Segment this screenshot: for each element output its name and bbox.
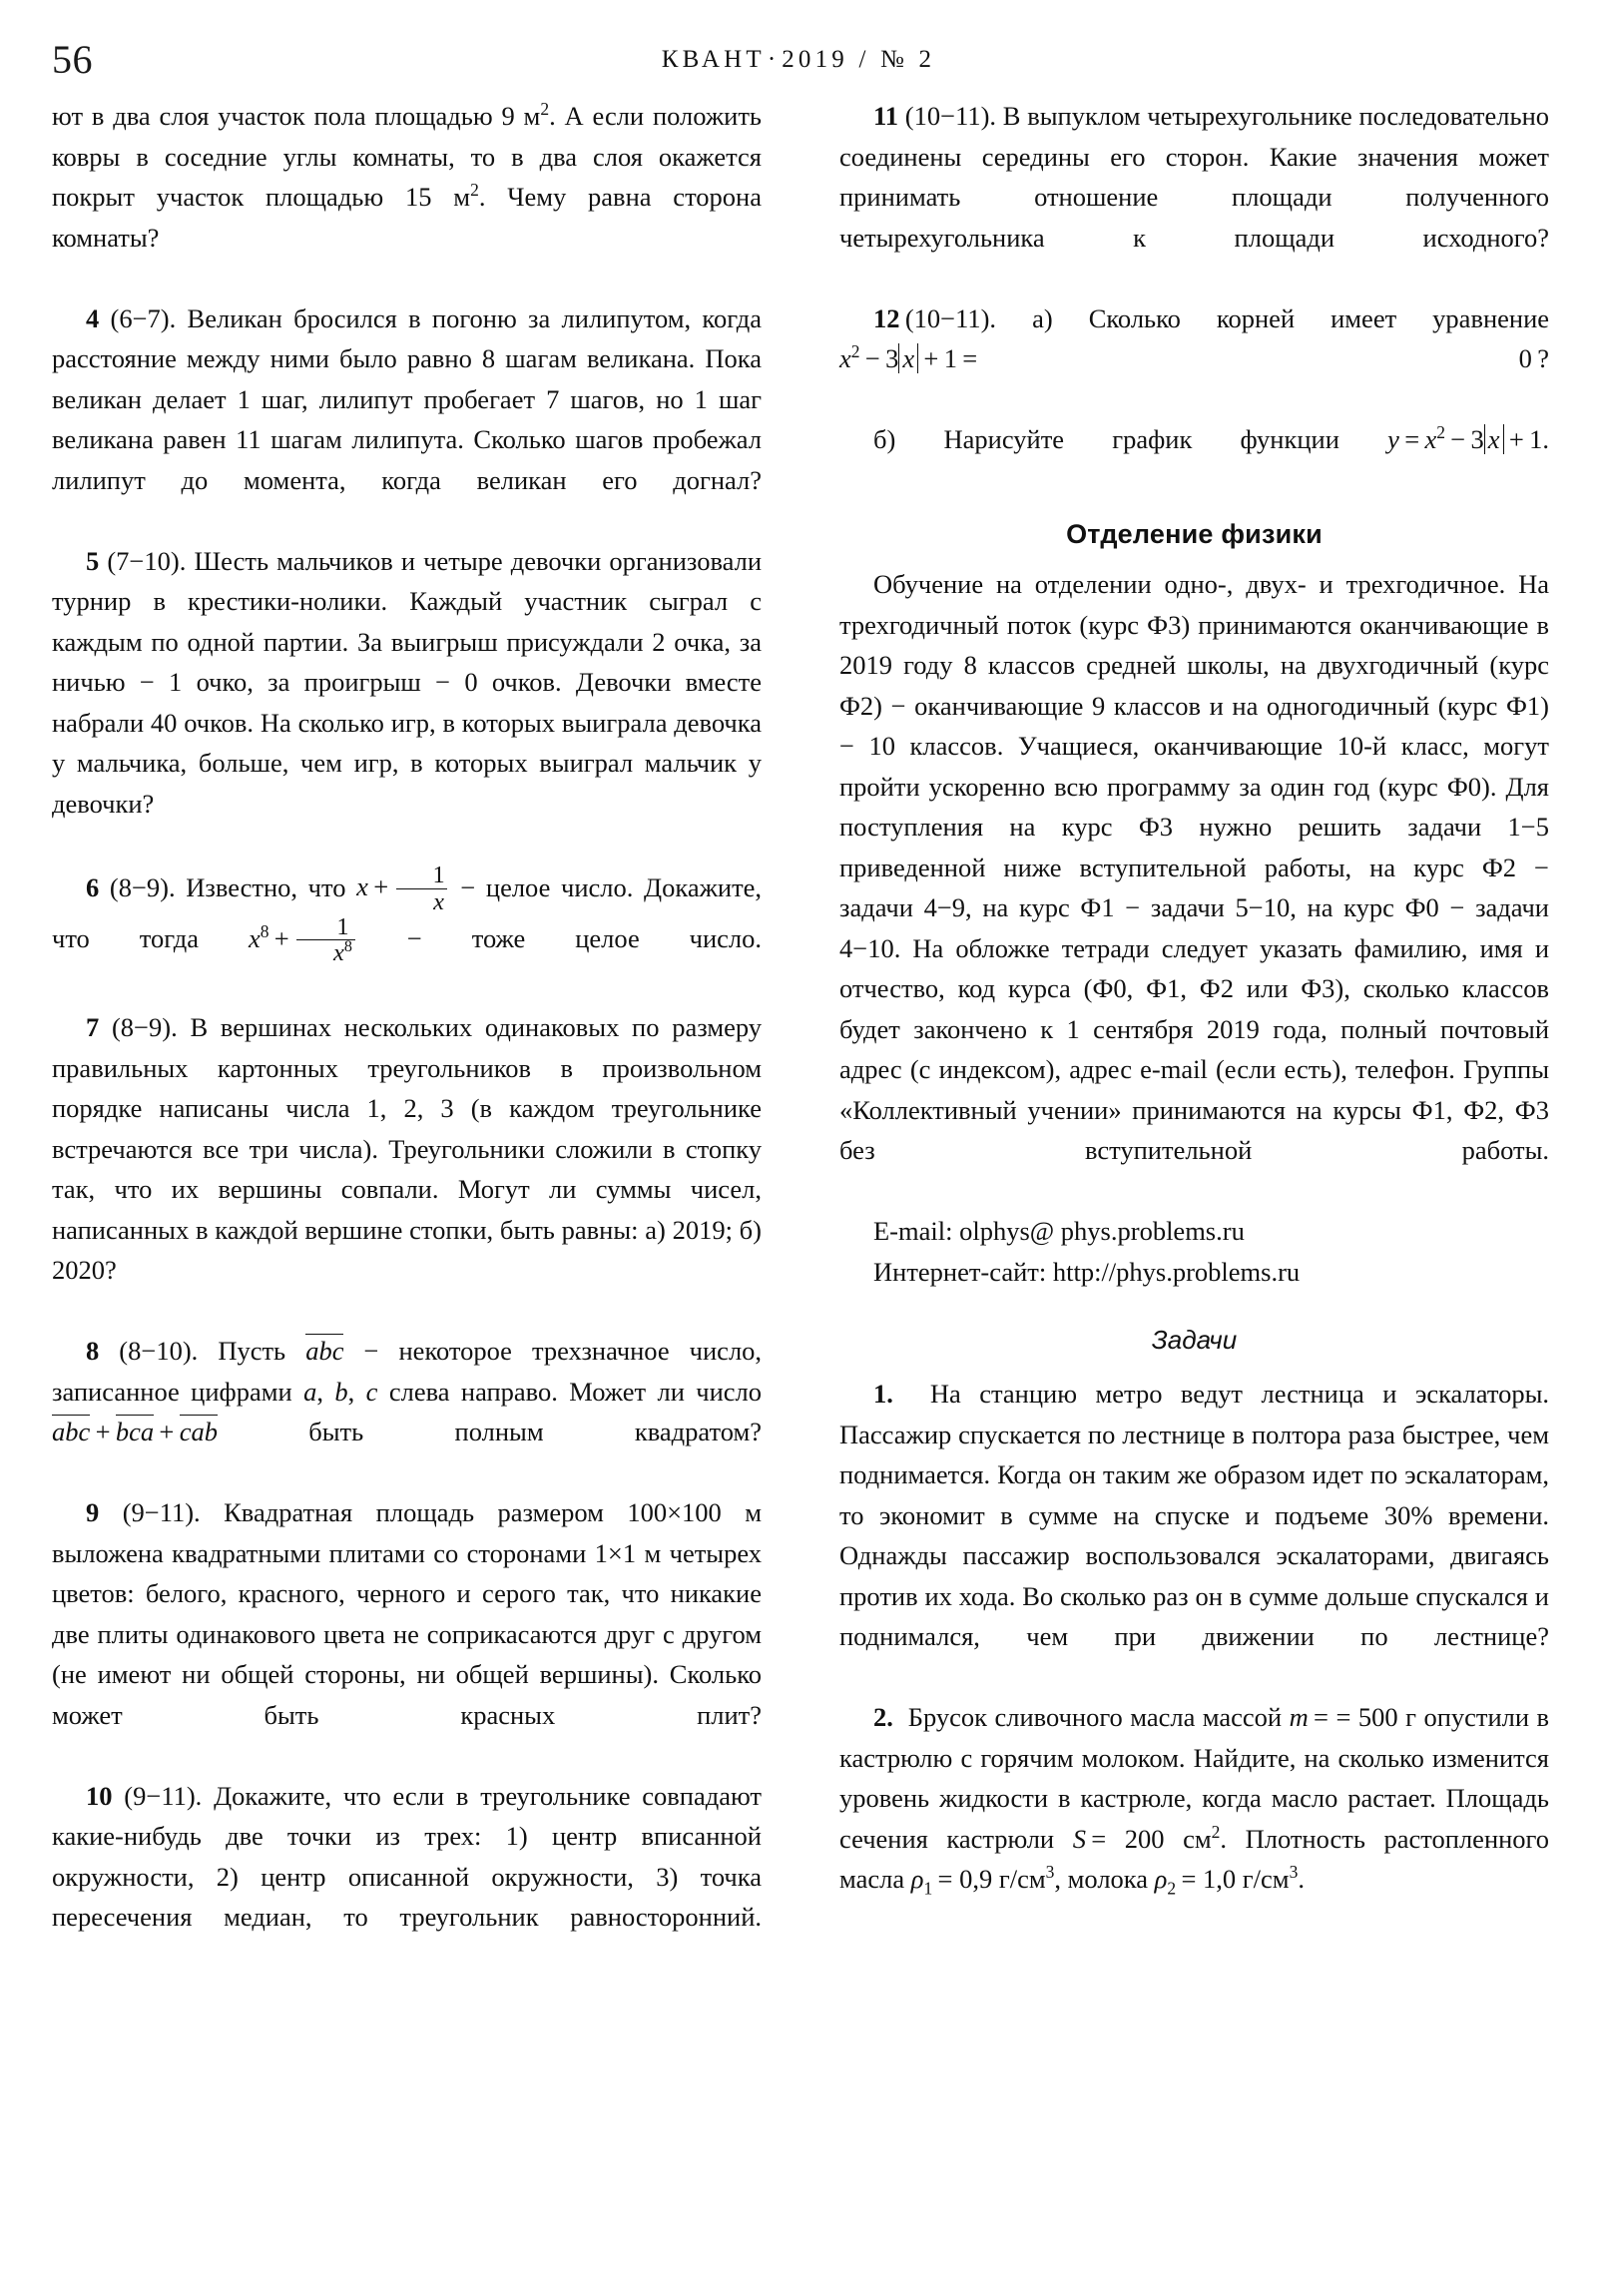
problem-9-number: 9 xyxy=(86,1497,100,1528)
problem-9 xyxy=(52,1492,762,1776)
p6-fraction-b xyxy=(296,914,355,966)
p8-plus-2: + xyxy=(159,1417,175,1447)
p6-op-b: + xyxy=(273,923,289,954)
running-head xyxy=(0,38,1597,82)
problem-9-grades: (9−11). xyxy=(122,1497,201,1528)
p2-rho1-unit-num: г xyxy=(998,1864,1010,1894)
p2-rho1-sub: 1 xyxy=(923,1878,933,1899)
problem-12-b-label: б) xyxy=(873,424,896,454)
right-column xyxy=(839,96,1549,2262)
p6-frac-b-den-sup: 8 xyxy=(343,938,352,956)
problem-8-text-d: быть полным квадратом? xyxy=(308,1417,763,1447)
p8-sum-expression xyxy=(52,1415,218,1446)
problem-5-text: Шесть мальчиков и четыре девочки организовали турнир в крестики-нолики. Каждый участник сыграл с каждым по одной партии. За выигрыш присуждали 2 очка, за ничью − 1 очко, за проигрыш − 0 очков. Девочки вместе набрали 40 очков. На сколько игр, в которых выиграла девочка у мальчика, больше, чем игр, в которых выиграл мальчик у девочки? xyxy=(52,545,763,819)
problem-11-grades: (10−11). xyxy=(904,101,997,131)
p6-frac-a-num: 1 xyxy=(432,861,445,889)
problem-5-grades: (7−10). xyxy=(107,545,187,576)
problem-6-grades: (8−9). xyxy=(109,871,176,902)
problem-12-part-b xyxy=(839,419,1549,500)
journal-issue: 2019 / № 2 xyxy=(782,46,936,73)
p6-op-a: + xyxy=(373,871,389,902)
p3-line-b: . А если положить ковры в соседние углы комнаты, то в два слоя окажется покрыт участок площадью 15 м xyxy=(52,101,763,212)
p2-rho2-slash: / xyxy=(1253,1864,1262,1894)
problem-12-equation-a xyxy=(839,343,1549,373)
problem-4-text: Великан бросился в погоню за лилипутом, когда расстояние между ними было равно 8 шагам великана. Пока великан делает 1 шаг, лилипут пробегает 7 шагов, но 1 шаг великана равен 11 шагам лилипута. Сколько шагов пробежал лилипут до момента, когда великан его догнал? xyxy=(52,302,763,495)
physics-problem-1-number: 1. xyxy=(873,1379,893,1409)
p12a-equals-zero: = 0 xyxy=(962,343,1532,373)
problem-12-number: 12 xyxy=(873,302,900,333)
problem-7 xyxy=(52,1007,762,1331)
problem-8-text-c: слева направо. Может ли число xyxy=(388,1376,763,1407)
p2-rho1-var: ρ xyxy=(910,1864,924,1894)
problem-9-text-c: четырех цветов: белого, красного, черного и серого так, что никакие две плиты одинакового цвета не соприкасаются друг с другом (не имеют ни общей стороны, ни общей вершины). Сколько может быть красных плит? xyxy=(52,1537,763,1730)
problem-6-text-c: − тоже целое число. xyxy=(406,923,763,954)
problem-4 xyxy=(52,298,762,541)
p2-rho2-unit-den: см xyxy=(1261,1864,1290,1894)
p9-size-large: 100×100 м xyxy=(627,1497,763,1528)
p6-frac-b-den-var: x xyxy=(333,939,344,967)
problem-12-a-label: а) xyxy=(1032,302,1053,333)
problem-12-a-text: Сколько корней имеет уравнение xyxy=(1088,302,1550,333)
p2-S-unit: см xyxy=(1183,1823,1212,1854)
problem-12-equation-b xyxy=(1387,424,1549,454)
p12b-minus: − xyxy=(1450,424,1466,454)
p6-frac-a-den: x xyxy=(396,888,447,914)
physics-intro-paragraph: Обучение на отделении одно-, двух- и трехгодичное. На трехгодичный поток (курс Ф3) принимаются оканчивающие в 2019 году 8 классов средней школы, на двухгодичный (курс Ф2) − оканчивающие 9 классов и на одногодичный (курс Ф1) − 10 классов. Учащиеся, оканчивающие 10-й класс, могут пройти ускоренно всю программу за один год (курс Ф0). Для поступления на курс Ф3 нужно решить задачи 1−5 приведенной ниже вступительной работы, на курс Ф2 − задачи 4−9, на курс Ф1 − задачи 5−10, на курс Ф0 − задачи 4−10. На обложке тетради следует указать фамилию, имя и отчество, код курса (Ф0, Ф1, Ф2 или Ф3), сколько классов будет закончено к 1 сентября 2019 года, полный почтовый адрес (с индексом), адрес e-mail (если есть), телефон. Группы «Коллективный учении» принимаются на курсы Ф1, Ф2, Ф3 без вступительной работы. xyxy=(839,569,1549,1165)
p6-frac-b-num: 1 xyxy=(336,912,349,940)
p2-rho2-unit-sup: 3 xyxy=(1289,1862,1299,1883)
problem-12-part-a xyxy=(839,298,1549,420)
p12b-equals: = xyxy=(1404,424,1420,454)
physics-problem-2-number: 2. xyxy=(873,1702,893,1732)
problem-6-formula-b xyxy=(248,912,357,967)
problem-6 xyxy=(52,861,763,1008)
email-line: E-mail: olphys@ phys.problems.ru xyxy=(873,1216,1245,1246)
p9-size-small: 1×1 м xyxy=(594,1537,662,1568)
p3-sup-b: 2 xyxy=(470,180,479,201)
problem-9-text-b: выложена квадратными плитами со сторонами xyxy=(52,1537,587,1568)
problem-12-b-text: Нарисуйте график функции xyxy=(943,424,1339,454)
p8-var-c: c xyxy=(365,1376,378,1407)
p2-rho1-slash: / xyxy=(1009,1864,1018,1894)
p2-rho2-expression xyxy=(1154,1862,1299,1899)
problem-7-grades: (8−9). xyxy=(111,1012,178,1043)
p2-rho1-unit-den: см xyxy=(1017,1864,1046,1894)
physics-problem-1-text: На станцию метро ведут лестница и эскалаторы. Пассажир спускается по лестнице в полтора раза быстрее, чем поднимается. Когда он таким же образом идет по эскалаторам, то экономит в сумме на спуске и подъеме 30% времени. Однажды пассажир воспользовался эскалаторами, двигаясь против их хода. Во сколько раз он в сумме дольше спускался и поднимался, чем при движении по лестнице? xyxy=(839,1379,1550,1651)
physics-problem-2-text-d: , молока xyxy=(1054,1864,1149,1894)
p12a-one: 1 xyxy=(943,343,957,373)
p12b-y: y xyxy=(1387,424,1399,454)
p3-line-c: . Чему равна сторона комнаты? xyxy=(52,182,762,253)
p12a-var: x xyxy=(839,343,851,373)
p3-sup-a: 2 xyxy=(540,99,550,120)
physics-department-heading: Отделение физики xyxy=(1066,519,1323,549)
physics-problem-2 xyxy=(839,1697,1549,1900)
p12b-coef: 3 xyxy=(1470,424,1484,454)
problem-12-grades: (10−11). xyxy=(904,302,997,333)
problem-6-number: 6 xyxy=(86,871,100,902)
p12b-abs: x xyxy=(1484,424,1504,454)
p2-rho1-expression xyxy=(910,1862,1055,1899)
p12a-coef: 3 xyxy=(885,343,899,373)
p2-rho2-var: ρ xyxy=(1154,1864,1168,1894)
left-column xyxy=(52,96,762,2262)
p8-overline-abc-2: abc xyxy=(52,1417,91,1447)
problem-5 xyxy=(52,541,762,864)
problem-8: 8 (8−10). Пусть abc − некоторое трехзначное число, записанное цифрами a, b, c слева направо. Может ли число abc + bca + cab быть полным квадратом? xyxy=(52,1336,763,1447)
p12b-var: x xyxy=(1424,424,1437,454)
problem-8-number: 8 xyxy=(86,1336,100,1367)
p2-rho2-sub: 2 xyxy=(1167,1878,1177,1899)
page-number: 56 xyxy=(52,37,93,82)
p2-mass-var-eq xyxy=(1290,1702,1329,1732)
p12a-question: ? xyxy=(1537,343,1549,373)
p8-var-a: a xyxy=(303,1376,317,1407)
problem-4-grades: (6−7). xyxy=(110,302,177,333)
problem-9-text-a: Квадратная площадь размером xyxy=(224,1497,604,1528)
problem-11-text: В выпуклом четырехугольнике последовательно соединены середины его сторон. Какие значения может принимать отношение площади полученного четырехугольника к площади исходного? xyxy=(839,101,1550,253)
p12a-plus: + xyxy=(923,343,939,373)
problem-11-number: 11 xyxy=(873,101,899,131)
problem-10-grades: (9−11). xyxy=(124,1780,203,1811)
p2-area-expression xyxy=(1072,1821,1221,1854)
p8-overline-bca: bca xyxy=(115,1417,155,1447)
p12a-abs: x xyxy=(898,343,918,373)
p3-line-a: ют в два слоя участок пола площадью 9 м xyxy=(52,101,541,131)
problem-6-formula-a xyxy=(356,861,450,915)
p2-S-var: S xyxy=(1072,1823,1086,1854)
journal-title-line xyxy=(0,42,1597,78)
p2-m-value: = 500 xyxy=(1335,1702,1398,1732)
p2-rho2-equals: = 1,0 xyxy=(1181,1864,1237,1894)
p12b-plus: + xyxy=(1508,424,1524,454)
problem-10 xyxy=(52,1776,762,1979)
p8-overline-abc-1: abc xyxy=(305,1336,344,1367)
p12a-sup: 2 xyxy=(850,341,860,362)
p6-var-b-sup: 8 xyxy=(260,921,269,942)
p12b-sup: 2 xyxy=(1436,422,1445,443)
problem-8-grades: (8−10). xyxy=(119,1336,199,1367)
physics-problem-1 xyxy=(839,1374,1549,1697)
p6-frac-b-den xyxy=(296,939,355,965)
p2-m-var: m xyxy=(1289,1702,1309,1732)
problem-7-number: 7 xyxy=(86,1012,100,1043)
problem-6-text-a: Известно, что xyxy=(186,871,346,902)
tasks-heading: Задачи xyxy=(1151,1325,1238,1355)
p6-fraction-a xyxy=(395,862,447,914)
p2-mass-value xyxy=(1335,1702,1416,1732)
p12b-one: 1 xyxy=(1529,424,1543,454)
problem-10-number: 10 xyxy=(86,1780,113,1811)
p2-rho1-equals: = 0,9 xyxy=(937,1864,993,1894)
problem-6-text-b: − целое число. Докажите, что тогда xyxy=(52,871,763,954)
p2-m-equals: = xyxy=(1314,1702,1329,1732)
p8-overline-cab: cab xyxy=(179,1417,218,1447)
website-line: Интернет-сайт: http://phys.problems.ru xyxy=(873,1256,1301,1287)
problem-10-text: Докажите, что если в треугольнике совпадают какие-нибудь две точки из трех: 1) центр вписанной окружности, 2) центр описанной окружности, 3) точка пересечения медиан, то треугольник равносторонний. xyxy=(52,1780,762,1933)
problem-8-text-b: − некоторое трехзначное число, записанное цифрами xyxy=(52,1336,763,1407)
problem-3-continuation xyxy=(52,96,762,298)
problem-5-number: 5 xyxy=(86,545,100,576)
p2-S-equals: = 200 xyxy=(1091,1823,1165,1854)
p12a-minus: − xyxy=(864,343,880,373)
problem-4-number: 4 xyxy=(86,302,100,333)
p8-plus-1: + xyxy=(95,1417,111,1447)
header-separator: · xyxy=(767,46,781,73)
p6-var-a: x xyxy=(356,871,368,902)
physics-problem-2-text-b: опустили в кастрюлю с горячим молоком. Найдите, на сколько изменится уровень жидкости в кастрюле, когда масло растает. Площадь сечения кастрюли xyxy=(839,1702,1550,1854)
p2-rho1-unit-sup: 3 xyxy=(1045,1862,1055,1883)
problem-11 xyxy=(839,96,1549,298)
problem-8-text-a: Пусть xyxy=(218,1336,286,1367)
p2-m-unit: г xyxy=(1405,1702,1416,1732)
journal-name: КВАНТ xyxy=(661,46,766,73)
physics-problem-2-text-a: Брусок сливочного масла массой xyxy=(907,1702,1283,1732)
p6-var-b: x xyxy=(248,923,261,954)
problem-7-text: В вершинах нескольких одинаковых по размеру правильных картонных треугольников в произвольном порядке написаны числа 1, 2, 3 (в каждом треугольнике встречаются все три числа). Треугольники сложили в стопку так, что их вершины совпали. Могут ли суммы чисел, написанных в каждой вершине стопки, быть равны: а) 2019; б) 2020? xyxy=(52,1012,762,1286)
physics-problem-2-text-c: . Плотность растопленного масла xyxy=(839,1823,1550,1894)
physics-problem-2-text-e: . xyxy=(1298,1864,1305,1894)
p2-S-sup: 2 xyxy=(1211,1821,1221,1842)
p12b-period: . xyxy=(1542,424,1550,454)
p2-rho2-unit-num: г xyxy=(1242,1864,1254,1894)
p8-var-b: b xyxy=(334,1376,348,1407)
body-columns xyxy=(52,96,1549,2262)
